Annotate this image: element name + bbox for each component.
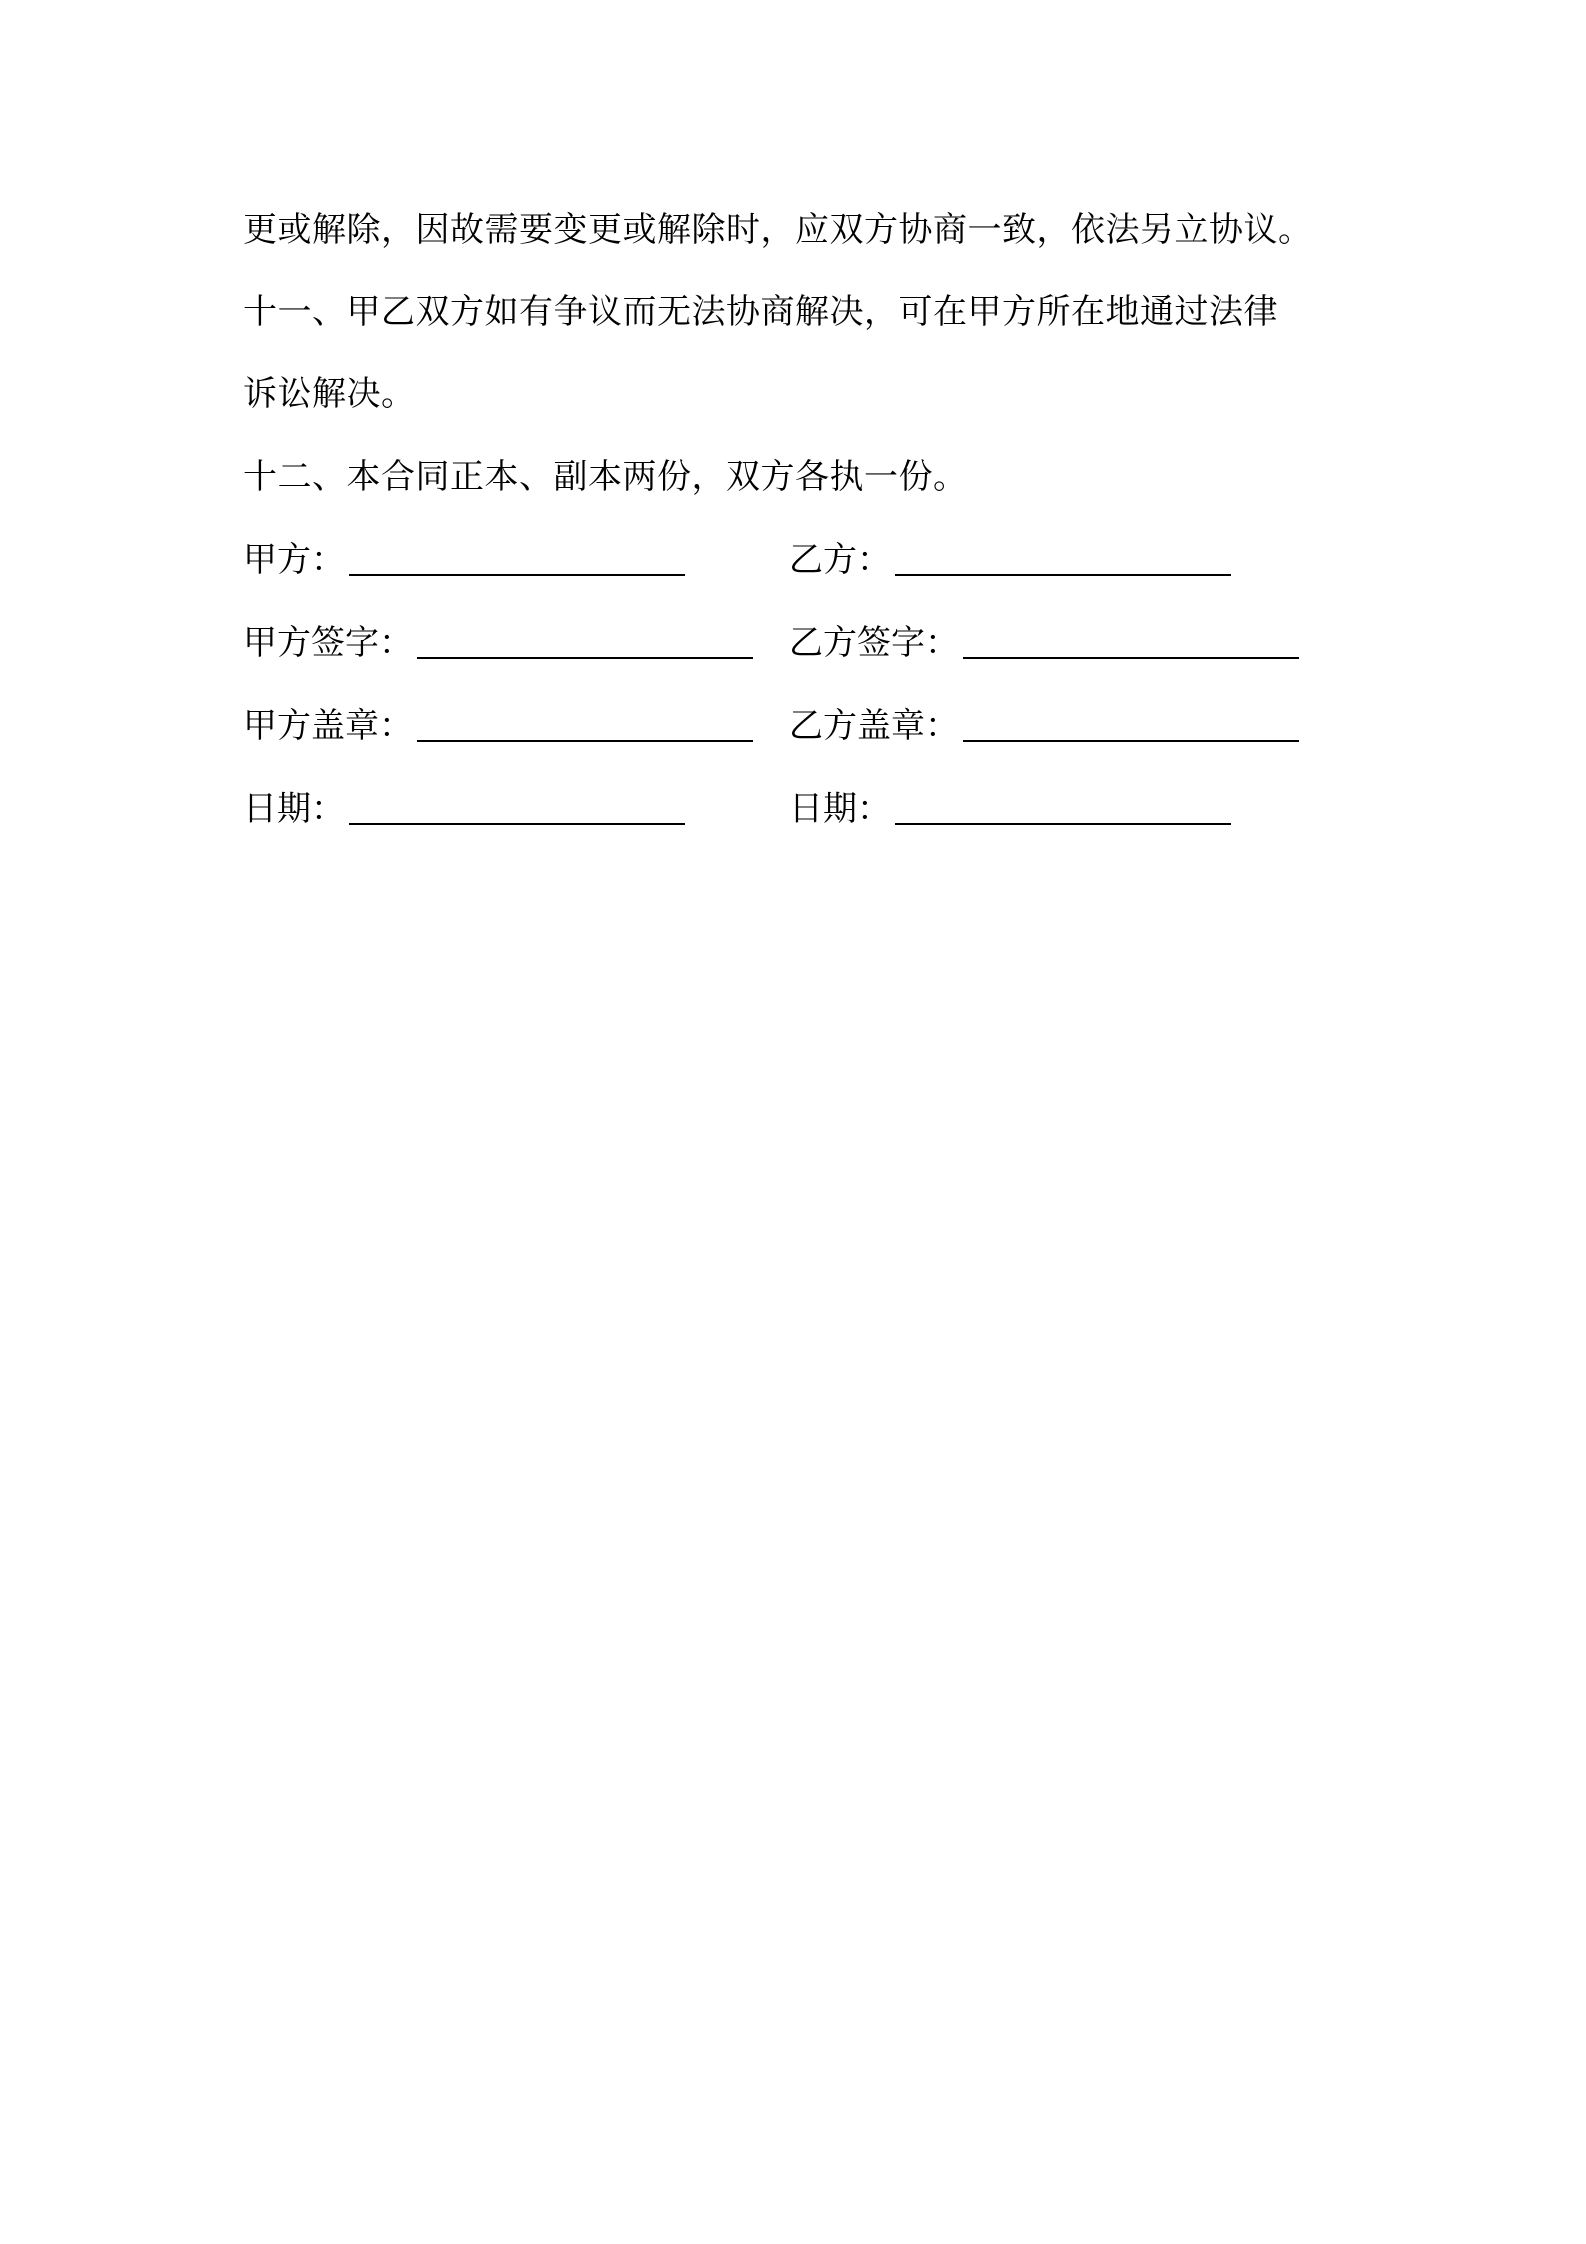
party-a-sign-blank[interactable] xyxy=(417,657,753,659)
party-a-seal-field xyxy=(243,704,753,748)
party-b-sign-blank[interactable] xyxy=(963,657,1299,659)
party-b-sign-field xyxy=(789,621,1299,665)
party-a-seal-blank[interactable] xyxy=(417,740,753,742)
party-b-seal-field xyxy=(789,704,1299,748)
party-a-date-blank[interactable] xyxy=(349,823,685,825)
party-a-label: 甲方： xyxy=(243,540,345,580)
signature-row-seal xyxy=(243,704,1343,748)
signature-row-date xyxy=(243,787,1343,831)
party-b-date-field xyxy=(789,787,1231,831)
party-a-blank[interactable] xyxy=(349,574,685,576)
party-b-sign-label: 乙方签字： xyxy=(789,623,959,663)
party-b-date-blank[interactable] xyxy=(895,823,1231,825)
party-a-field xyxy=(243,538,685,582)
party-a-sign-label: 甲方签字： xyxy=(243,623,413,663)
paragraph-clause-12: 十二、本合同正本、副本两份，双方各执一份。 xyxy=(243,457,968,497)
party-a-date-field xyxy=(243,787,685,831)
party-a-sign-field xyxy=(243,621,753,665)
party-b-label: 乙方： xyxy=(789,540,891,580)
party-b-date-label: 日期： xyxy=(789,789,891,829)
party-b-seal-blank[interactable] xyxy=(963,740,1299,742)
party-a-seal-label: 甲方盖章： xyxy=(243,706,413,746)
party-b-field xyxy=(789,538,1231,582)
party-b-blank[interactable] xyxy=(895,574,1231,576)
paragraph-clause-11: 十一、甲乙双方如有争议而无法协商解决，可在甲方所在地通过法律 xyxy=(243,292,1278,332)
signature-row-party xyxy=(243,538,1343,582)
party-b-seal-label: 乙方盖章： xyxy=(789,706,959,746)
paragraph-clause-10-continued: 更或解除，因故需要变更或解除时，应双方协商一致，依法另立协议。 xyxy=(243,210,1313,250)
signature-row-sign xyxy=(243,621,1343,665)
paragraph-clause-11-continued: 诉讼解决。 xyxy=(243,374,416,414)
party-a-date-label: 日期： xyxy=(243,789,345,829)
